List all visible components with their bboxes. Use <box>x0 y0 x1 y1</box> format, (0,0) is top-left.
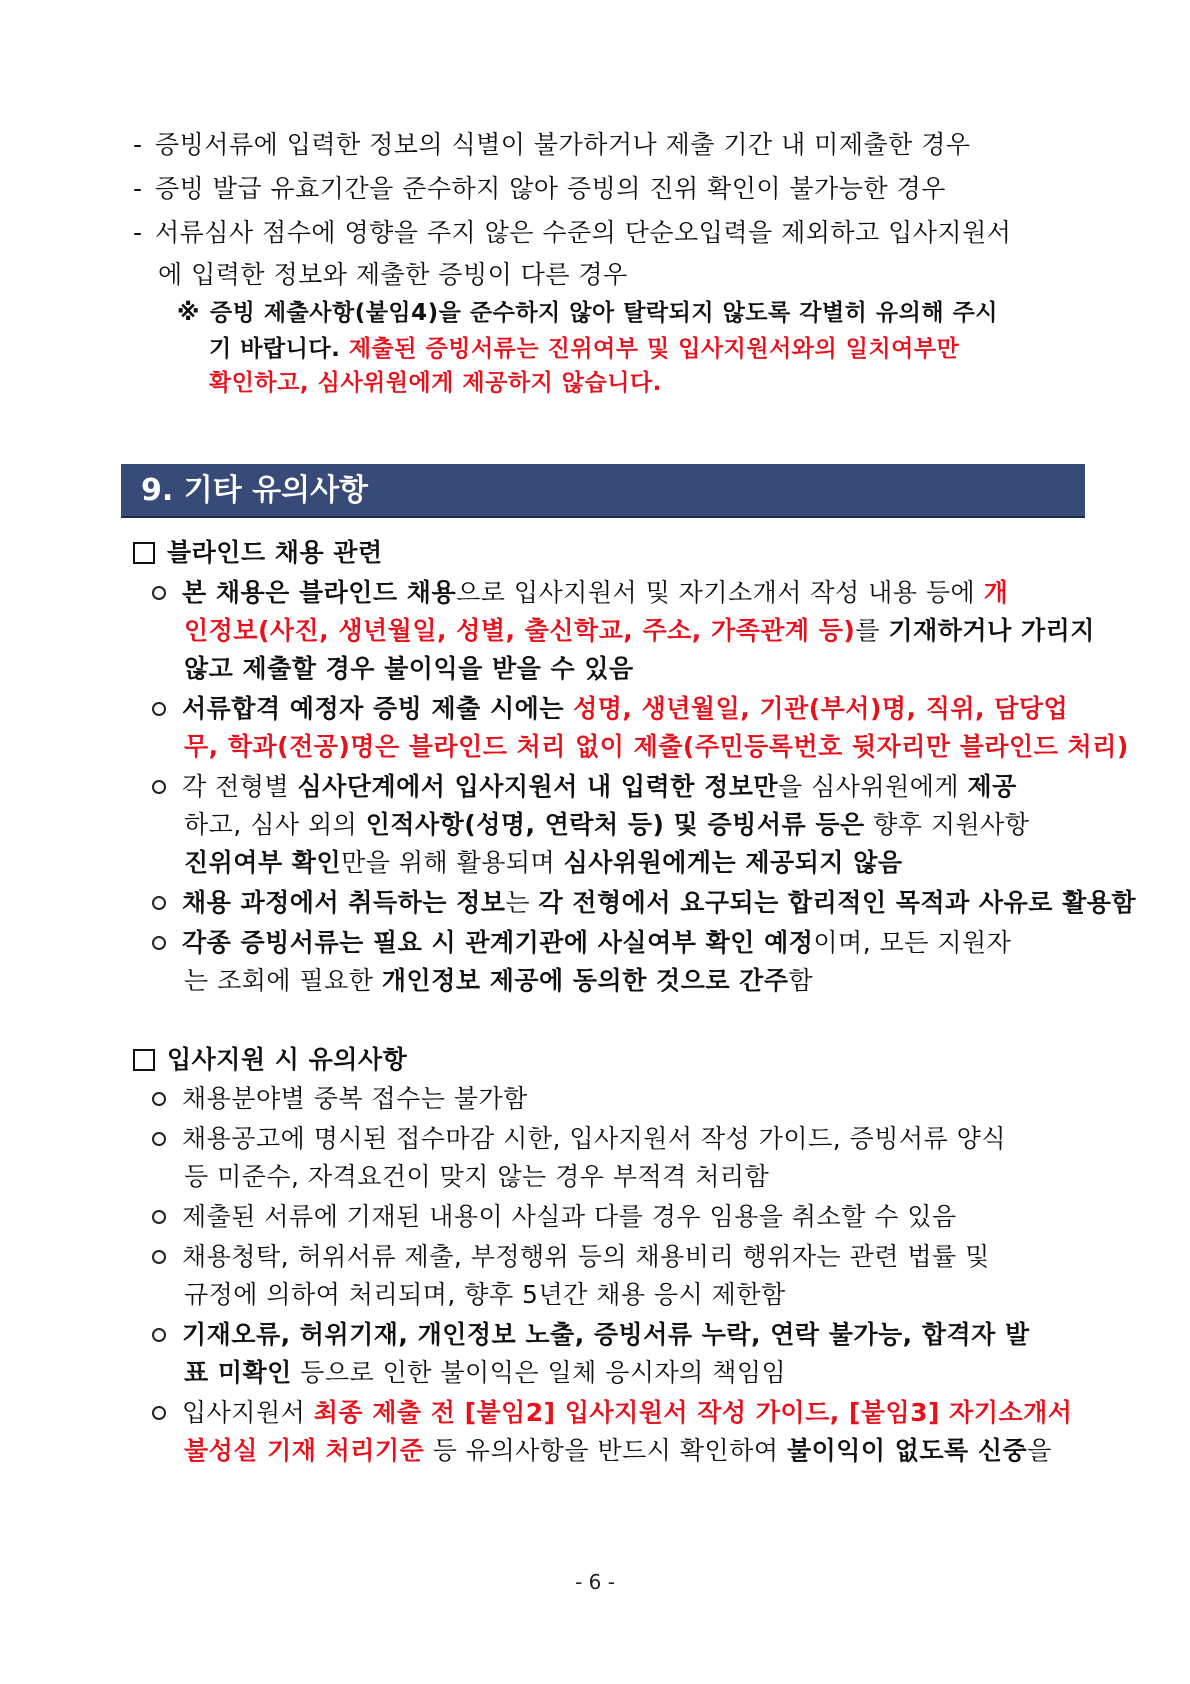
text-segment: 증빙 발급 유효기간을 준수하지 않아 증빙의 진위 확인이 불가능한 경우 <box>155 174 946 203</box>
text-segment: 최종 제출 전 [붙임2] 입사지원서 작성 가이드, [붙임3] 자기소개서 <box>313 1398 1073 1427</box>
text-segment: 서류심사 점수에 영향을 주지 않은 수준의 단순오입력을 제외하고 입사지원서 <box>155 218 1012 247</box>
circle-list-item-line <box>184 652 634 686</box>
reference-mark-icon: ※ <box>177 300 200 326</box>
circle-list-item-line <box>152 1122 1006 1156</box>
circle-bullet-icon <box>152 586 166 600</box>
text-segment: 을 <box>1027 1436 1052 1465</box>
circle-bullet-icon <box>152 1210 166 1224</box>
circle-list-item-line <box>152 692 1068 726</box>
page-number: - 6 - <box>575 1570 615 1594</box>
text-segment: 증빙 제출사항(붙임4)을 준수하지 않아 탈락되지 않도록 각별히 유의해 주시 <box>209 300 999 326</box>
circle-list-item-line <box>152 886 1136 920</box>
text-segment: 인적사항(성명, 연락처 등) 및 증빙서류 등은 <box>365 810 865 839</box>
text-segment: 않고 제출할 경우 불이익을 받을 수 있음 <box>184 654 634 683</box>
circle-bullet-icon <box>152 1328 166 1342</box>
text-segment: 규정에 의하여 처리되며, 향후 5년간 채용 응시 제한함 <box>184 1280 786 1309</box>
text-segment: 제출된 서류에 기재된 내용이 사실과 다를 경우 임용을 취소할 수 있음 <box>182 1202 957 1231</box>
text-segment: 진위여부 확인 <box>184 848 342 877</box>
circle-bullet-icon <box>152 702 166 716</box>
circle-list-item-line <box>184 964 813 998</box>
text-segment: 채용분야별 중복 접수는 불가함 <box>182 1084 528 1113</box>
circle-list-item-line <box>152 1318 1030 1352</box>
circle-list-item-line <box>184 1434 1052 1468</box>
text-segment: 채용공고에 명시된 접수마감 시한, 입사지원서 작성 가이드, 증빙서류 양식 <box>182 1124 1006 1153</box>
circle-list-item-line <box>152 1240 990 1274</box>
text-segment: 개인정보 제공에 동의한 것으로 간주 <box>381 966 789 995</box>
dash-bullet: - <box>133 130 143 159</box>
circle-list-item-line <box>152 1396 1072 1430</box>
text-segment: 증빙서류에 입력한 정보의 식별이 불가하거나 제출 기간 내 미제출한 경우 <box>155 130 971 159</box>
circle-list-item-line <box>152 770 1017 804</box>
circle-list-item-line <box>184 1160 769 1194</box>
text-segment: 각종 증빙서류는 필요 시 관계기관에 사실여부 확인 예정 <box>182 928 814 957</box>
circle-bullet-icon <box>152 936 166 950</box>
circle-bullet-icon <box>152 780 166 794</box>
subsection-title-text: 입사지원 시 유의사항 <box>167 1045 408 1074</box>
text-segment: 각 전형별 <box>182 772 298 801</box>
note-line <box>209 366 662 400</box>
section-header-bar <box>121 464 1085 518</box>
text-segment: 불성실 기재 처리기준 <box>184 1436 425 1465</box>
text-segment: 표 미확인 <box>184 1358 292 1387</box>
subsection-title <box>133 536 383 570</box>
circle-list-item-line <box>184 808 1029 842</box>
square-bullet-icon <box>133 1049 155 1071</box>
circle-list-item-line <box>184 1356 786 1390</box>
text-segment: 인정보(사진, 생년월일, 성별, 출신학교, 주소, 가족관계 등) <box>184 616 856 645</box>
dash-list-item-line <box>133 172 946 206</box>
text-segment: 기재오류, 허위기재, 개인정보 노출, 증빙서류 누락, 연락 불가능, 합격자 발 <box>182 1320 1030 1349</box>
text-segment: 제공 <box>967 772 1017 801</box>
circle-list-item-line <box>152 926 1011 960</box>
text-segment: 으로 입사지원서 및 자기소개서 작성 내용 등에 <box>456 578 984 607</box>
text-segment: 무, 학과(전공)명은 블라인드 처리 없이 제출(주민등록번호 뒷자리만 블라인드 처리) <box>184 732 1129 761</box>
text-segment: 본 채용은 블라인드 채용 <box>182 578 457 607</box>
text-segment: 개 <box>983 578 1009 607</box>
text-segment: 에 입력한 정보와 제출한 증빙이 다른 경우 <box>158 260 628 289</box>
dash-list-item-line <box>133 128 971 162</box>
text-segment: 불이익이 없도록 신중 <box>786 1436 1028 1465</box>
subsection-title-text: 블라인드 채용 관련 <box>167 538 383 567</box>
text-segment: 채용 과정에서 취득하는 정보 <box>182 888 506 917</box>
circle-list-item-line <box>152 576 1008 610</box>
text-segment: 을 심사위원에게 <box>778 772 968 801</box>
text-segment: 심사단계에서 입사지원서 내 입력한 정보만 <box>297 772 779 801</box>
dash-bullet: - <box>133 218 143 247</box>
text-segment: 등 유의사항을 반드시 확인하여 <box>424 1436 787 1465</box>
section-title: 9. 기타 유의사항 <box>141 473 369 508</box>
text-segment: 는 조회에 필요한 <box>184 966 382 995</box>
text-segment: 기재하거나 가리지 <box>888 616 1095 645</box>
text-segment: 심사위원에게는 제공되지 않음 <box>563 848 903 877</box>
note-line <box>209 332 959 366</box>
text-segment: 확인하고, 심사위원에게 제공하지 않습니다. <box>209 370 662 396</box>
circle-bullet-icon <box>152 1406 166 1420</box>
dash-list-item-line <box>133 216 1011 250</box>
text-segment: 입사지원서 <box>182 1398 314 1427</box>
dash-list-item-line <box>158 258 628 292</box>
text-segment: 하고, 심사 외의 <box>184 810 366 839</box>
text-segment: 향후 지원사항 <box>864 810 1030 839</box>
text-segment: 는 <box>505 888 539 917</box>
circle-list-item-line <box>184 1278 786 1312</box>
note-line <box>177 296 998 330</box>
text-segment: 기 바랍니다. <box>209 336 349 362</box>
text-segment: 만을 위해 활용되며 <box>341 848 564 877</box>
circle-bullet-icon <box>152 1250 166 1264</box>
circle-bullet-icon <box>152 1092 166 1106</box>
circle-bullet-icon <box>152 896 166 910</box>
text-segment: 각 전형에서 요구되는 합리적인 목적과 사유로 활용함 <box>538 888 1137 917</box>
circle-list-item-line <box>152 1082 528 1116</box>
circle-list-item-line <box>184 846 903 880</box>
circle-bullet-icon <box>152 1132 166 1146</box>
circle-list-item-line <box>184 730 1129 764</box>
text-segment: 등으로 인한 불이익은 일체 응시자의 책임임 <box>291 1358 787 1387</box>
dash-bullet: - <box>133 174 143 203</box>
text-segment: 서류합격 예정자 증빙 제출 시에는 <box>182 694 574 723</box>
subsection-title <box>133 1043 407 1077</box>
text-segment: 를 <box>855 616 889 645</box>
circle-list-item-line <box>184 614 1095 648</box>
text-segment: 이며, 모든 지원자 <box>813 928 1012 957</box>
square-bullet-icon <box>133 542 155 564</box>
text-segment: 채용청탁, 허위서류 제출, 부정행위 등의 채용비리 행위자는 관련 법률 및 <box>182 1242 990 1271</box>
text-segment: 제출된 증빙서류는 진위여부 및 입사지원서와의 일치여부만 <box>348 336 960 362</box>
text-segment: 성명, 생년월일, 기관(부서)명, 직위, 담당업 <box>573 694 1069 723</box>
text-segment: 함 <box>788 966 814 995</box>
text-segment: 등 미준수, 자격요건이 맞지 않는 경우 부적격 처리함 <box>184 1162 770 1191</box>
circle-list-item-line <box>152 1200 957 1234</box>
